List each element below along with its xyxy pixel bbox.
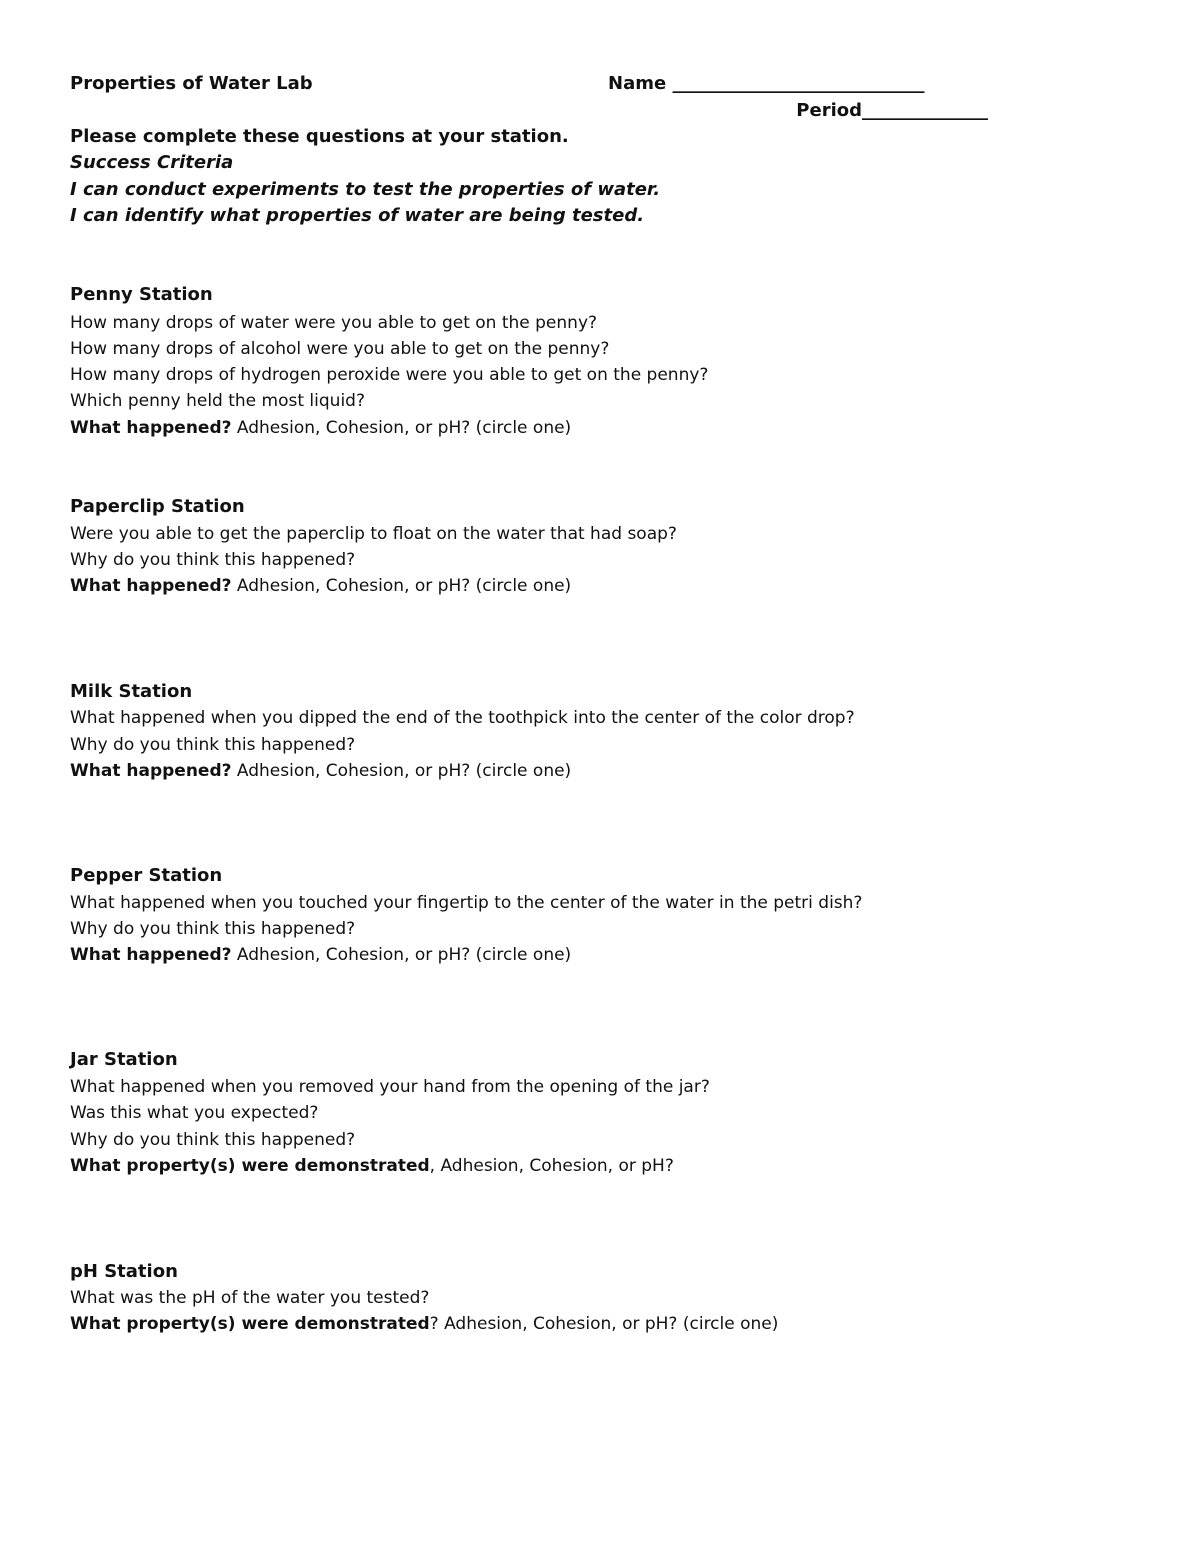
success-criterion: I can conduct experiments to test the properties of water. [70,179,661,200]
answer-label: What happened? [70,418,232,438]
answer-options: Adhesion, Cohesion, or pH? (circle one) [231,418,572,438]
answer-line [70,1313,778,1335]
question: Why do you think this happened? [70,735,356,755]
station-title: pH Station [70,1261,178,1282]
question: What happened when you removed your hand from the opening of the jar? [70,1077,710,1097]
question: What happened when you touched your fingertip to the center of the water in the petri dish? [70,893,863,913]
answer-label: What happened? [70,945,232,965]
question: How many drops of water were you able to get on the penny? [70,313,598,333]
answer-line [70,417,571,439]
success-criteria-heading: Success Criteria [70,152,234,173]
question: What happened when you dipped the end of the toothpick into the center of the color drop? [70,708,855,728]
answer-options: , Adhesion, Cohesion, or pH? [429,1156,674,1176]
answer-options: Adhesion, Cohesion, or pH? (circle one) [231,576,572,596]
question: Was this what you expected? [70,1103,319,1123]
answer-options: Adhesion, Cohesion, or pH? (circle one) [231,945,572,965]
answer-label: What property(s) were demonstrated [70,1314,430,1334]
answer-label: What property(s) were demonstrated [70,1156,430,1176]
answer-options: Adhesion, Cohesion, or pH? (circle one) [231,761,572,781]
page-title: Properties of Water Lab [70,73,313,94]
station-title: Jar Station [70,1049,178,1070]
answer-label: What happened? [70,576,232,596]
station-title: Paperclip Station [70,496,245,517]
instructions: Please complete these questions at your station. [70,126,569,147]
station-title: Milk Station [70,681,193,702]
answer-line [70,1155,674,1177]
answer-line [70,575,571,597]
question: Why do you think this happened? [70,1130,356,1150]
question: Which penny held the most liquid? [70,391,365,411]
answer-options: ? Adhesion, Cohesion, or pH? (circle one) [429,1314,779,1334]
success-criterion: I can identify what properties of water are being tested. [70,205,645,226]
answer-line [70,944,571,966]
question: Why do you think this happened? [70,550,356,570]
question: Were you able to get the paperclip to float on the water that had soap? [70,524,677,544]
question: What was the pH of the water you tested? [70,1288,430,1308]
answer-label: What happened? [70,761,232,781]
question: How many drops of hydrogen peroxide were you able to get on the penny? [70,365,709,385]
question: How many drops of alcohol were you able to get on the penny? [70,339,610,359]
station-title: Pepper Station [70,865,223,886]
station-title: Penny Station [70,284,213,305]
question: Why do you think this happened? [70,919,356,939]
name-field: Name ____________________________ [608,73,925,94]
answer-line [70,760,571,782]
period-field: Period______________ [796,100,988,121]
